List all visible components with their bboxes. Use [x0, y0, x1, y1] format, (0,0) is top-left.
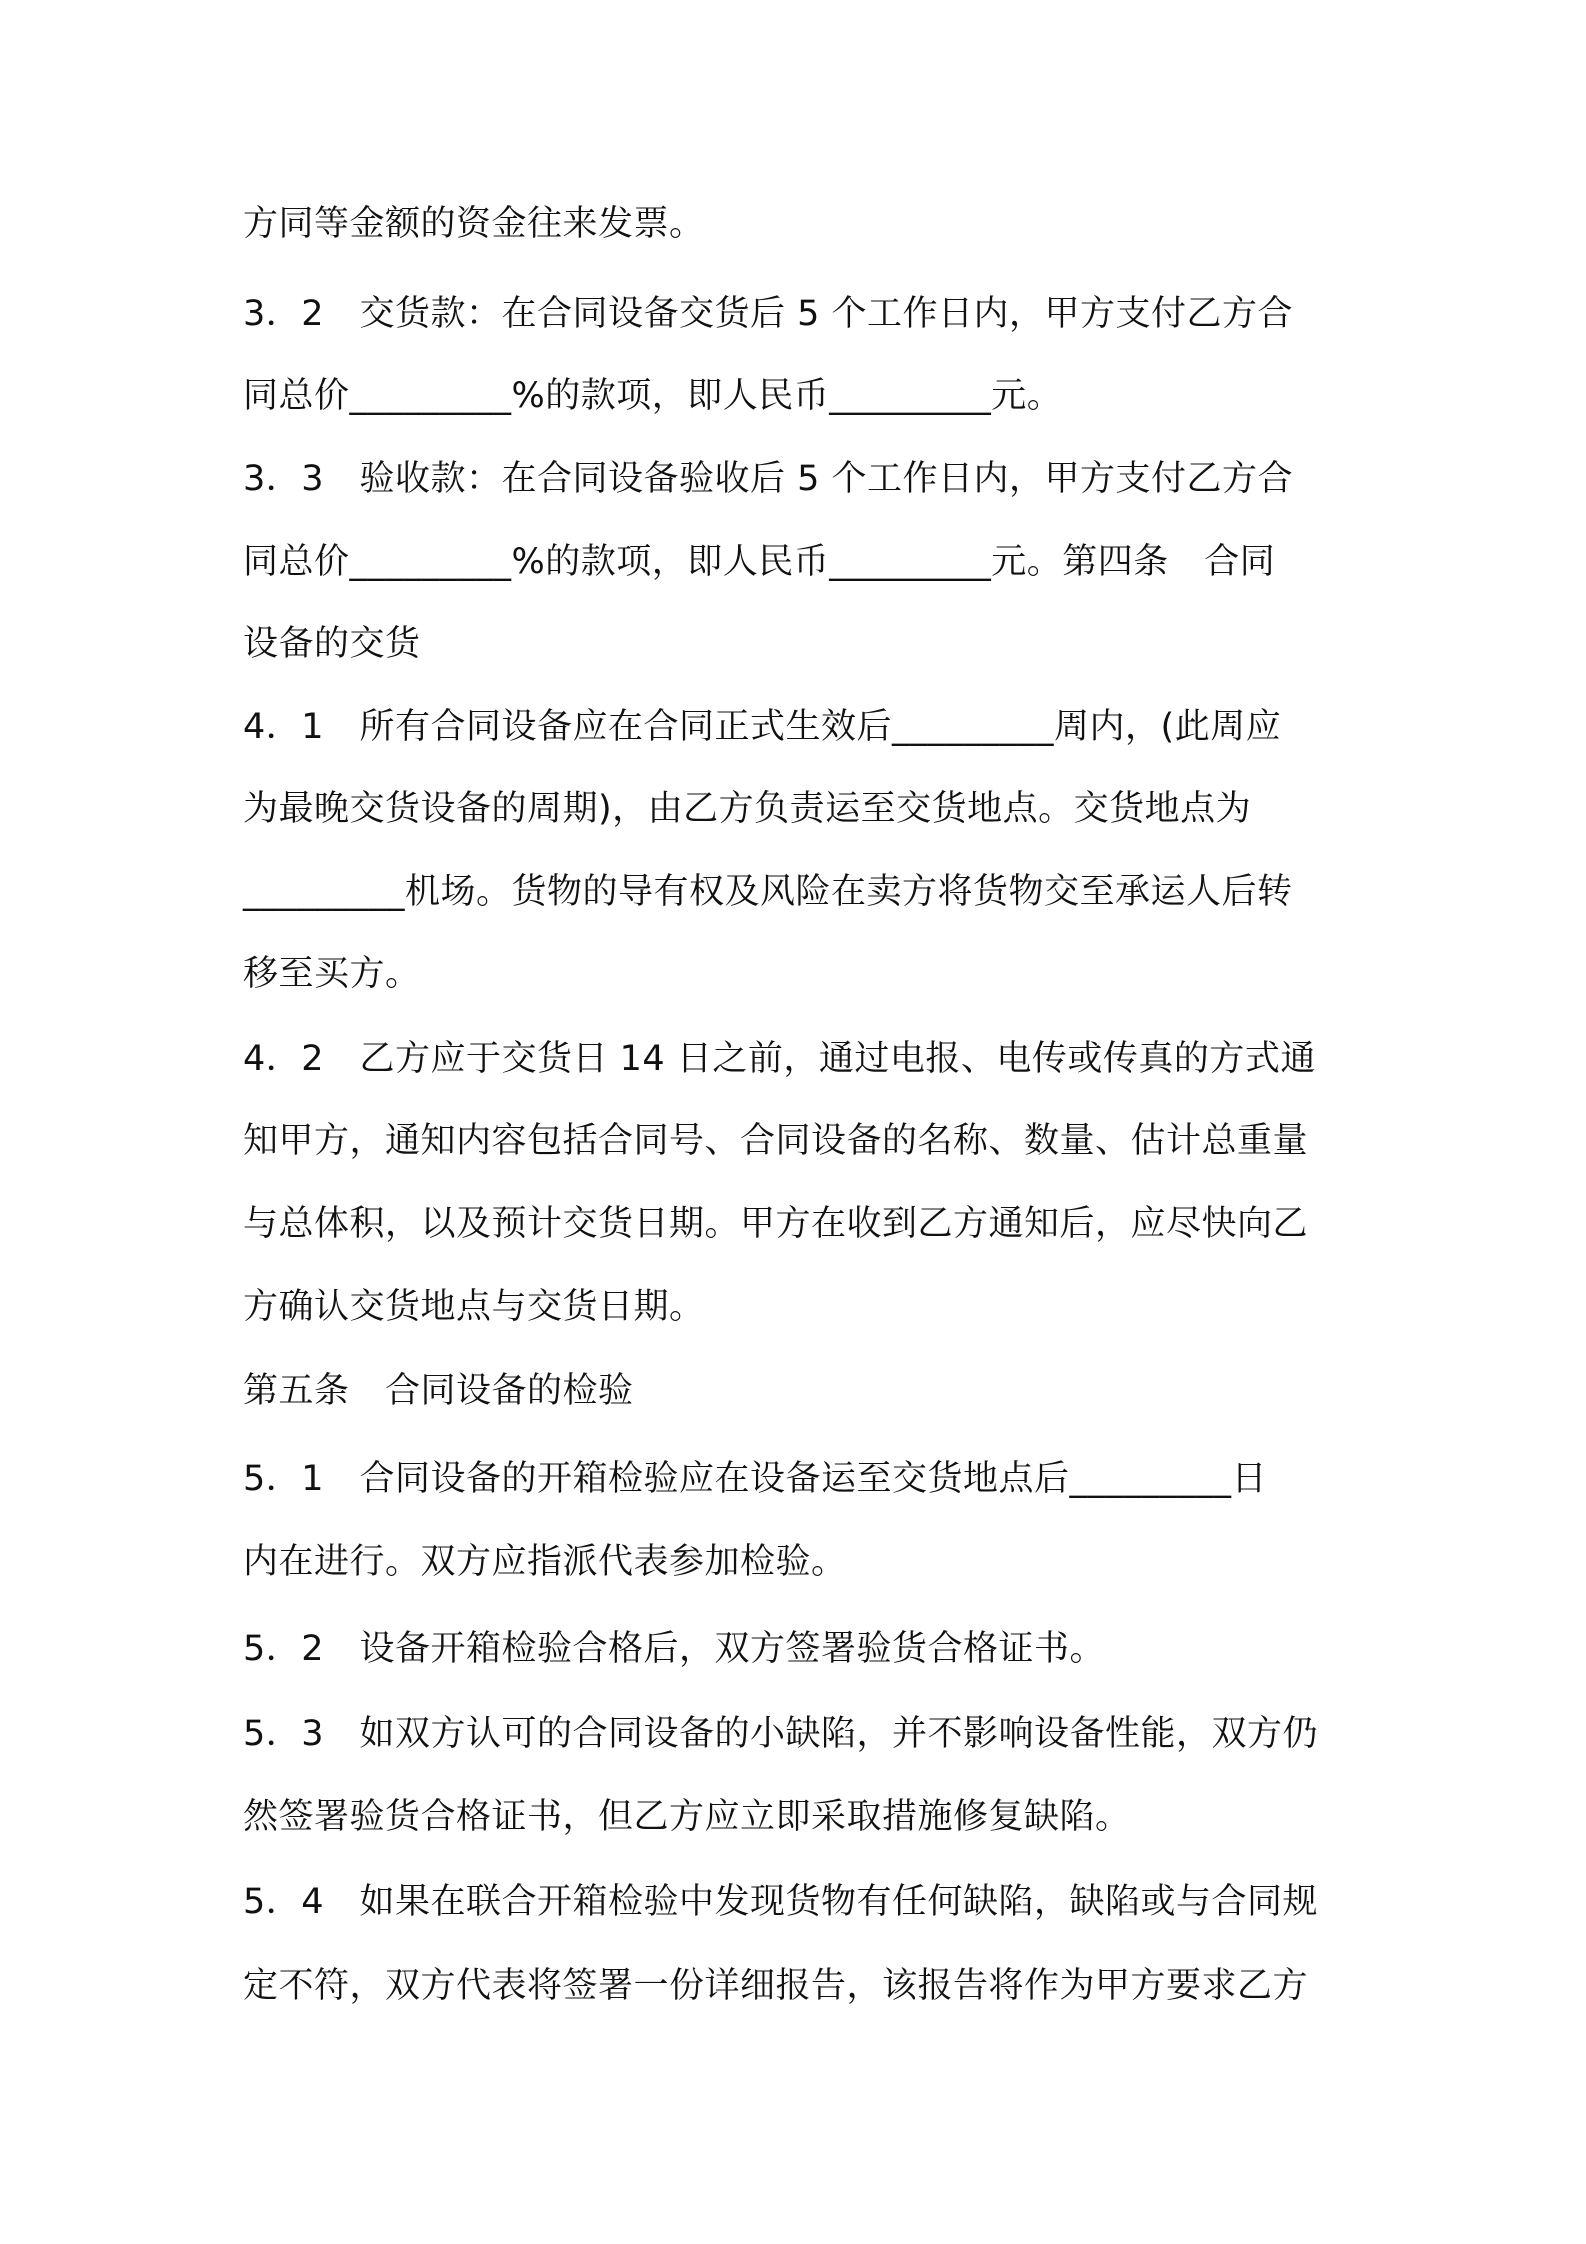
text-line: 5．1 合同设备的开箱检验应在设备运至交货地点后_________日	[243, 1459, 1268, 1499]
text-line: 3．3 验收款：在合同设备验收后 5 个工作日内，甲方支付乙方合	[243, 459, 1294, 499]
text-line: 设备的交货	[243, 624, 421, 664]
text-line: _________机场。货物的导有权及风险在卖方将货物交至承运人后转	[243, 872, 1293, 912]
text-line: 然签署验货合格证书，但乙方应立即采取措施修复缺陷。	[243, 1797, 1131, 1837]
text-line: 定不符，双方代表将签署一份详细报告，该报告将作为甲方要求乙方	[243, 1966, 1309, 2006]
text-line: 知甲方，通知内容包括合同号、合同设备的名称、数量、估计总重量	[243, 1121, 1309, 1161]
text-line: 5．3 如双方认可的合同设备的小缺陷，并不影响设备性能，双方仍	[243, 1714, 1319, 1754]
text-line: 内在进行。双方应指派代表参加检验。	[243, 1542, 847, 1582]
text-line: 5．4 如果在联合开箱检验中发现货物有任何缺陷，缺陷或与合同规	[243, 1882, 1319, 1922]
text-line: 方确认交货地点与交货日期。	[243, 1287, 705, 1327]
text-line: 5．2 设备开箱检验合格后，双方签署验货合格证书。	[243, 1629, 1106, 1669]
section-heading: 第五条 合同设备的检验	[243, 1371, 634, 1411]
text-line: 与总体积，以及预计交货日期。甲方在收到乙方通知后，应尽快向乙	[243, 1204, 1309, 1244]
text-line: 方同等金额的资金往来发票。	[243, 204, 705, 244]
text-line: 移至买方。	[243, 954, 421, 994]
text-line: 同总价_________%的款项，即人民币_________元。	[243, 376, 1063, 416]
text-line: 为最晚交货设备的周期)，由乙方负责运至交货地点。交货地点为	[243, 789, 1252, 829]
text-line: 同总价_________%的款项，即人民币_________元。第四条 合同	[243, 542, 1276, 582]
text-line: 4．1 所有合同设备应在合同正式生效后_________周内，(此周应	[243, 707, 1282, 747]
text-line: 4．2 乙方应于交货日 14 日之前，通过电报、电传或传真的方式通	[243, 1039, 1316, 1079]
text-line: 3．2 交货款：在合同设备交货后 5 个工作日内，甲方支付乙方合	[243, 294, 1294, 334]
